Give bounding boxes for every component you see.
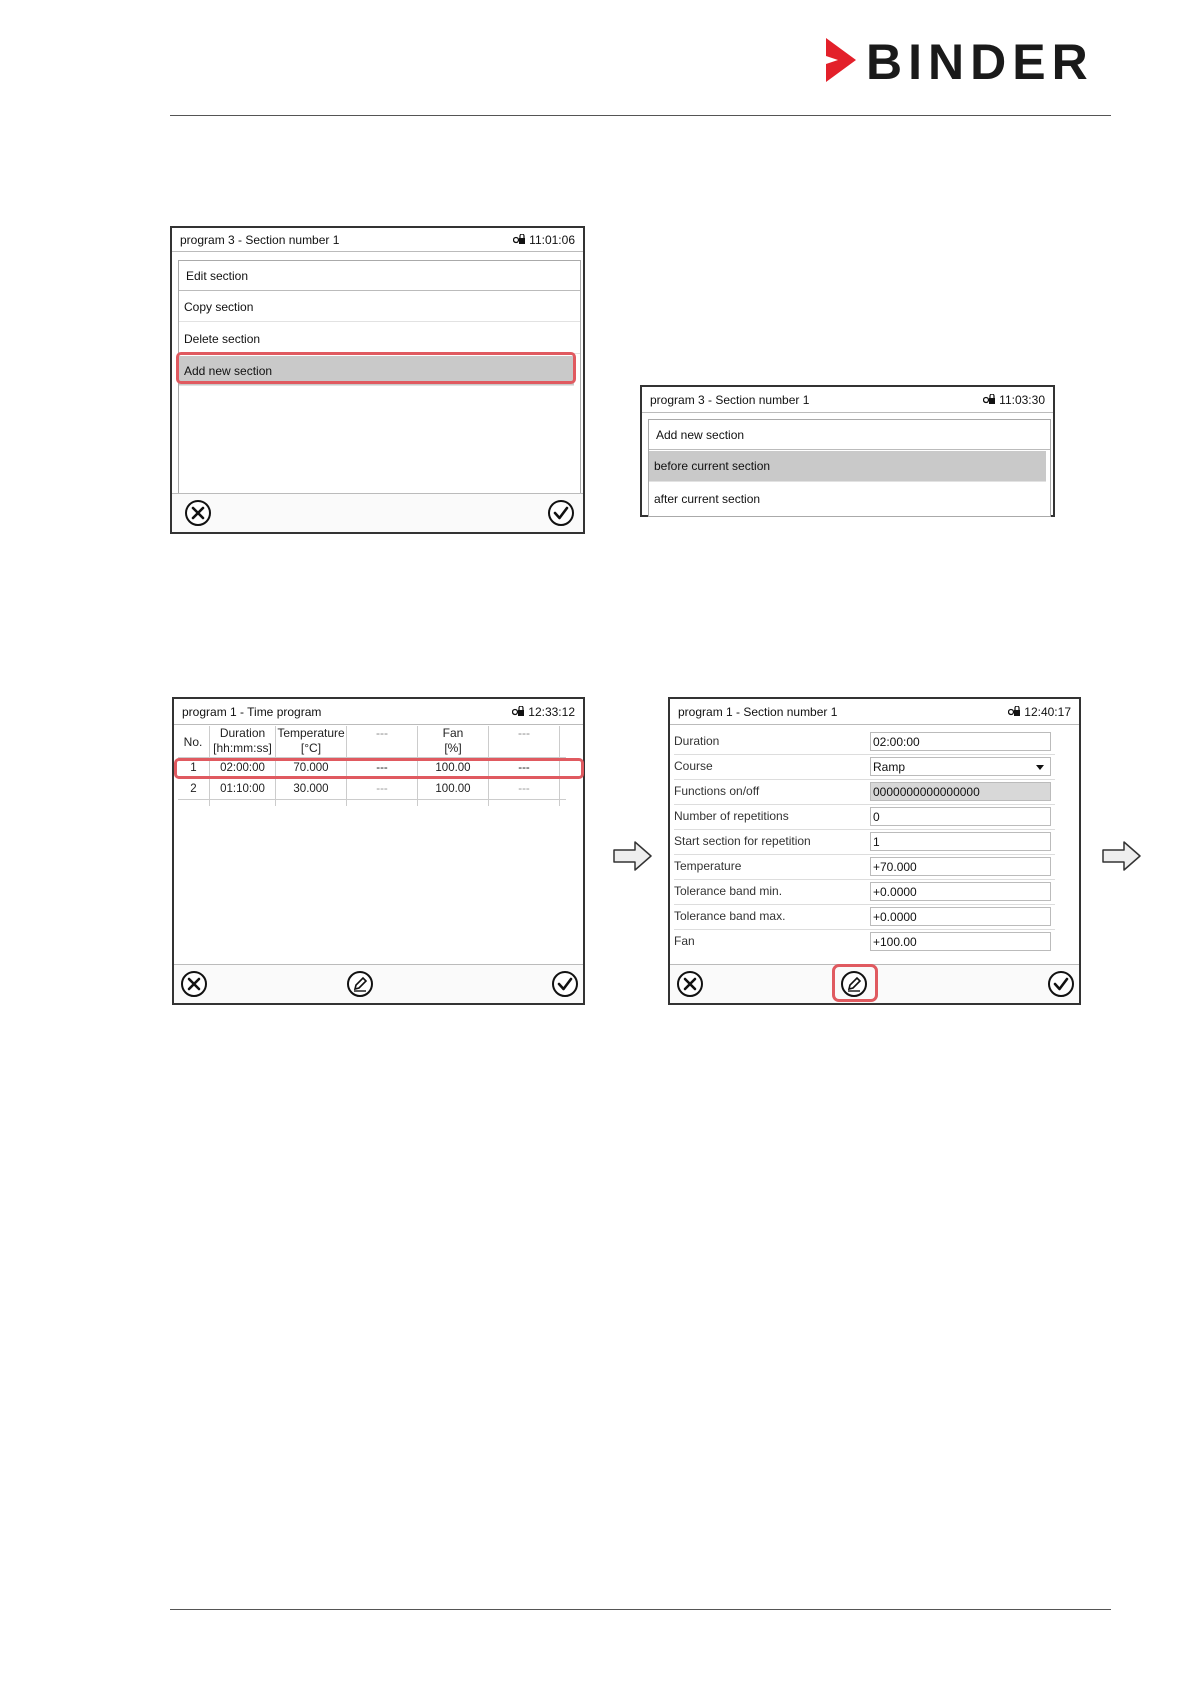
field-row-course bbox=[674, 754, 1055, 780]
highlight-box bbox=[174, 758, 584, 779]
confirm-icon[interactable] bbox=[551, 970, 579, 998]
key-lock-icon bbox=[512, 706, 525, 717]
footer-rule bbox=[170, 1609, 1111, 1610]
title-bar bbox=[174, 699, 583, 725]
functions-input[interactable]: 0000000000000000 bbox=[870, 782, 1051, 801]
field-row-start-section bbox=[674, 829, 1055, 855]
tolerance-min-input[interactable]: +0.0000 bbox=[870, 882, 1051, 901]
clock-time: 12:40:17 bbox=[1024, 704, 1071, 719]
cell-no: 1 bbox=[190, 762, 197, 774]
temperature-input[interactable]: +70.000 bbox=[870, 857, 1051, 876]
col-header-fan-unit: [%] bbox=[444, 741, 462, 755]
highlight-box bbox=[176, 352, 576, 384]
col-header-fan: Fan bbox=[442, 726, 464, 740]
brand-name: BINDER bbox=[866, 34, 1094, 90]
field-row-tolerance-min bbox=[674, 879, 1055, 905]
field-label: Functions on/off bbox=[674, 784, 760, 798]
field-label: Number of repetitions bbox=[674, 809, 789, 823]
footer-bar bbox=[174, 964, 583, 1003]
start-section-input[interactable]: 1 bbox=[870, 832, 1051, 851]
context-menu bbox=[648, 419, 1051, 517]
title-bar bbox=[670, 699, 1079, 725]
menu-title: Edit section bbox=[179, 261, 580, 291]
cell-fan: 100.00 bbox=[435, 762, 471, 774]
repetitions-input[interactable]: 0 bbox=[870, 807, 1051, 826]
screen-section-settings bbox=[668, 697, 1081, 1005]
right-arrow-icon bbox=[1102, 840, 1142, 872]
header-rule bbox=[170, 115, 1111, 116]
cell-temperature: 70.000 bbox=[293, 762, 329, 774]
cell-no: 2 bbox=[190, 783, 197, 795]
col-header-no: No. bbox=[183, 735, 203, 749]
cell-empty: --- bbox=[376, 783, 388, 795]
field-row-temperature bbox=[674, 854, 1055, 880]
cell-fan: 100.00 bbox=[435, 783, 471, 795]
clock-time: 11:03:30 bbox=[999, 392, 1045, 407]
col-header-duration: Duration bbox=[219, 726, 266, 740]
menu-item-copy-section[interactable]: Copy section bbox=[179, 292, 580, 322]
field-row-functions bbox=[674, 779, 1055, 805]
cell-empty: --- bbox=[518, 783, 530, 795]
field-label: Temperature bbox=[674, 859, 742, 873]
cancel-icon[interactable] bbox=[676, 970, 704, 998]
field-label: Duration bbox=[674, 734, 720, 748]
clock-time: 11:01:06 bbox=[529, 232, 575, 247]
key-lock-icon bbox=[1008, 706, 1021, 717]
field-row-fan bbox=[674, 929, 1055, 954]
col-header-temperature: Temperature bbox=[277, 726, 345, 740]
field-label: Course bbox=[674, 759, 713, 773]
cell-duration: 01:10:00 bbox=[220, 783, 265, 795]
cancel-icon[interactable] bbox=[180, 970, 208, 998]
field-label: Fan bbox=[674, 934, 695, 948]
course-value: Ramp bbox=[873, 760, 906, 774]
course-select[interactable] bbox=[870, 757, 1051, 776]
field-row-tolerance-max bbox=[674, 904, 1055, 930]
screen-title: program 3 - Section number 1 bbox=[180, 232, 340, 247]
col-header-temperature-unit: [°C] bbox=[300, 741, 322, 755]
edit-icon[interactable] bbox=[346, 970, 374, 998]
col-header-empty-1: --- bbox=[376, 726, 388, 740]
field-label: Tolerance band min. bbox=[674, 884, 783, 898]
screen-title: program 3 - Section number 1 bbox=[650, 392, 810, 407]
highlight-box bbox=[832, 964, 878, 1002]
screen-title: program 1 - Section number 1 bbox=[678, 704, 838, 719]
col-header-empty-2: --- bbox=[518, 726, 530, 740]
binder-logo bbox=[826, 34, 1106, 90]
screen-title: program 1 - Time program bbox=[182, 704, 322, 719]
menu-item-add-new-section[interactable]: Add new section bbox=[179, 356, 574, 386]
menu-title: Add new section bbox=[649, 420, 1050, 450]
col-header-duration-unit: [hh:mm:ss] bbox=[213, 741, 272, 755]
cell-temperature: 30.000 bbox=[293, 783, 329, 795]
field-row-duration bbox=[674, 729, 1055, 755]
screen-edit-section-menu bbox=[170, 226, 585, 534]
confirm-icon[interactable] bbox=[1047, 970, 1075, 998]
tolerance-max-input[interactable]: +0.0000 bbox=[870, 907, 1051, 926]
dropdown-arrow-icon bbox=[1036, 765, 1044, 770]
cell-duration: 02:00:00 bbox=[220, 762, 265, 774]
menu-item-delete-section[interactable]: Delete section bbox=[179, 324, 580, 354]
cancel-icon[interactable] bbox=[184, 499, 212, 527]
cell-empty: --- bbox=[518, 762, 530, 774]
screen-time-program bbox=[172, 697, 585, 1005]
fan-input[interactable]: +100.00 bbox=[870, 932, 1051, 951]
screen-add-new-section-menu bbox=[640, 385, 1055, 517]
title-bar bbox=[172, 228, 583, 252]
field-label: Tolerance band max. bbox=[674, 909, 786, 923]
key-lock-icon bbox=[513, 234, 526, 245]
brand-mark-icon bbox=[826, 38, 860, 82]
cell-empty: --- bbox=[376, 762, 388, 774]
duration-input[interactable]: 02:00:00 bbox=[870, 732, 1051, 751]
clock-time: 12:33:12 bbox=[528, 704, 575, 719]
title-bar bbox=[642, 387, 1053, 413]
menu-item-before-current-section[interactable]: before current section bbox=[649, 451, 1046, 482]
field-row-repetitions bbox=[674, 804, 1055, 830]
key-lock-icon bbox=[983, 394, 996, 405]
menu-item-after-current-section[interactable]: after current section bbox=[654, 492, 761, 506]
right-arrow-icon bbox=[613, 840, 653, 872]
confirm-icon[interactable] bbox=[547, 499, 575, 527]
field-label: Start section for repetition bbox=[674, 834, 811, 848]
footer-bar bbox=[172, 493, 583, 532]
